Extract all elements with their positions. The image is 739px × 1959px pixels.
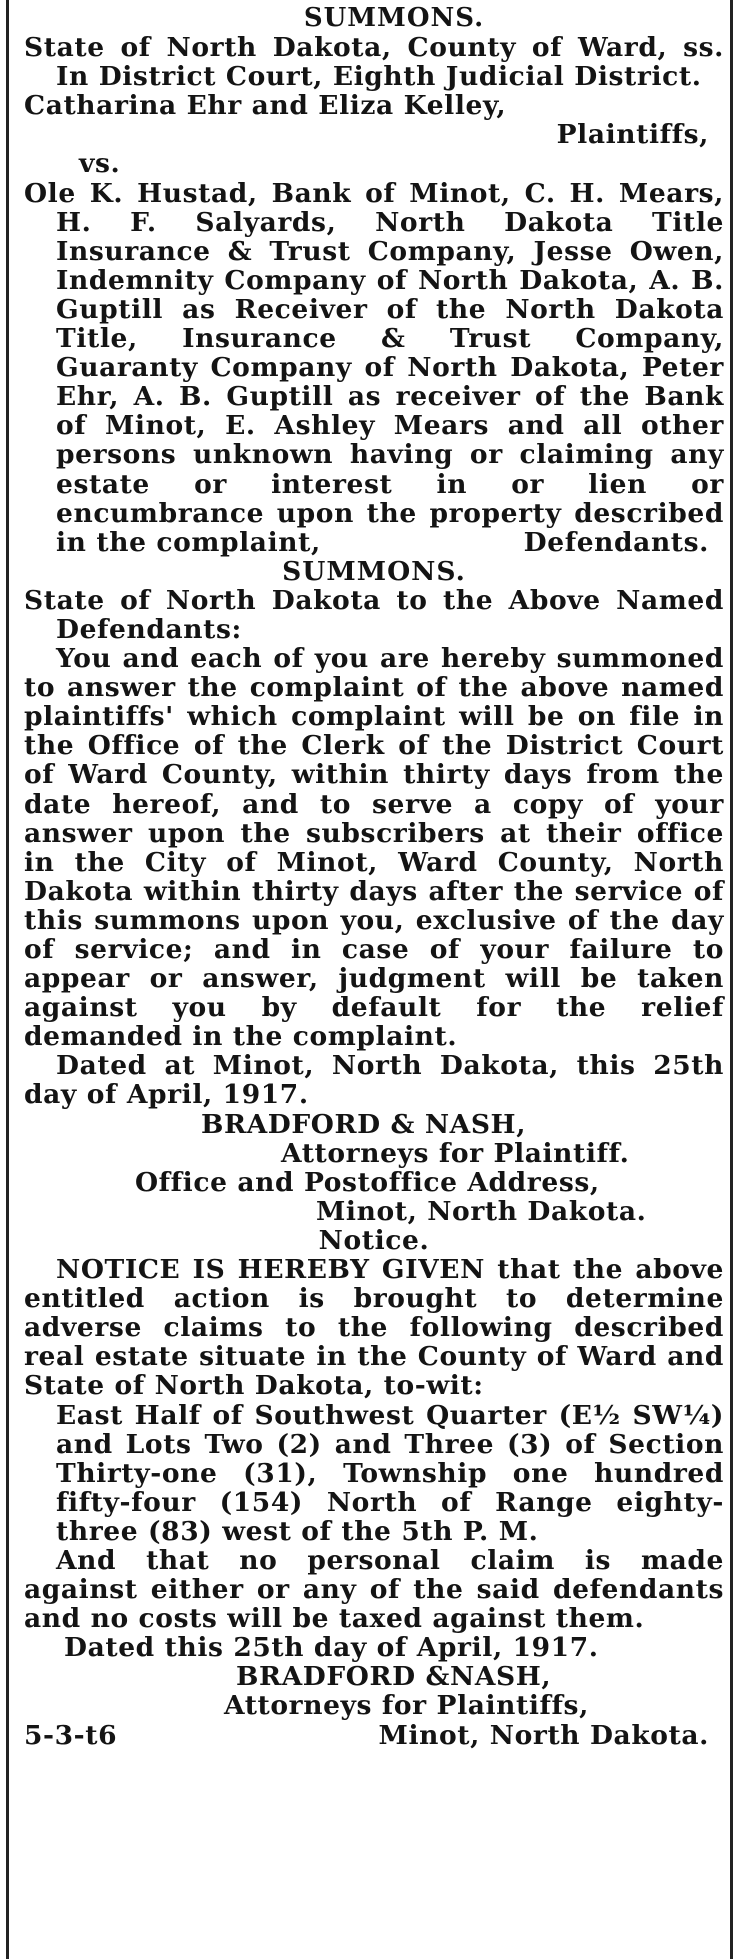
publication-code: 5-3-t6 [24, 1719, 118, 1751]
right-column-rule [730, 0, 733, 1959]
attorney-role-1: Attorneys for Plaintiff. [281, 1137, 630, 1169]
summons-body: You and each of you are hereby summoned to answer the complaint of the above named plaintiffs' which complaint will be on file in the Office of the Clerk of the District Court of Ward County, within thirty days from the date hereof, and to serve a copy of your answer upon the subscribers at their office in the City of Minot, Ward County, North Dakota within thirty days after the service of this summons upon you, exclusive of the day of service; and in case of your failure to appear or answer, judgment will be taken against you by default for the relief demanded in the complaint. [24, 643, 724, 1053]
plaintiffs-label: Plaintiffs, [556, 119, 709, 151]
summons-dated: Dated at Minot, North Dakota, this 25th day of April, 1917. [24, 1050, 724, 1111]
address-to-defendants: State of North Dakota to the Above Named Defendants: [24, 584, 724, 645]
attorney-city-2: Minot, North Dakota. [378, 1719, 709, 1751]
closing-row [24, 1721, 724, 1750]
court-caption: State of North Dakota, County of Ward, ss. In District Court, Eighth Judicial District. [24, 32, 724, 93]
versus-label: vs. [79, 148, 121, 180]
defendants-label: Defendants. [523, 526, 709, 558]
legal-notice-column [24, 4, 724, 1750]
summons-subheading: SUMMONS. [282, 555, 466, 587]
notice-body: NOTICE IS HEREBY GIVEN that the above entitled action is brought to determine adverse claims to the following described real estate situate in the County of Ward and State of North Dakota, to-wit: [24, 1254, 724, 1402]
attorney-firm-2: BRADFORD &NASH, [236, 1661, 552, 1693]
attorney-firm-1: BRADFORD & NASH, [201, 1108, 527, 1140]
office-address-label: Office and Postoffice Address, [135, 1166, 600, 1198]
property-description: East Half of Southwest Quarter (E½ SW¼) and Lots Two (2) and Three (3) of Section Thirty-one (31), Township one hundred fifty-four (154) North of Range eighty-three (83) west of the 5th P. M. [56, 1399, 724, 1547]
attorney-role-2: Attorneys for Plaintiffs, [224, 1690, 589, 1722]
no-personal-claim: And that no personal claim is made against either or any of the said defendants and no costs will be taxed against them. [24, 1544, 724, 1635]
attorney-city-1: Minot, North Dakota. [316, 1195, 647, 1227]
summons-main-heading: SUMMONS. [303, 3, 485, 33]
plaintiff-names: Catharina Ehr and Eliza Kelley, [24, 90, 507, 122]
left-column-rule [6, 0, 9, 1959]
notice-heading: Notice. [318, 1224, 430, 1256]
defendants-list: Ole K. Hustad, Bank of Minot, C. H. Mears, H. F. Salyards, North Dakota Title Insurance & Trust Company, Jesse Owen, Indemnity Company of North Dakota, A. B. Guptill as Receiver of the North Dakota Title, Insurance & Trust Company, Guaranty Company of North Dakota, Peter Ehr, A. B. Guptill as receiver of the Bank of Minot, E. Ashley Mears and all other persons unknown having or claiming any estate or interest in or lien or encumbrance upon the property described in the complaint, [24, 177, 724, 558]
notice-dated: Dated this 25th day of April, 1917. [64, 1632, 599, 1664]
